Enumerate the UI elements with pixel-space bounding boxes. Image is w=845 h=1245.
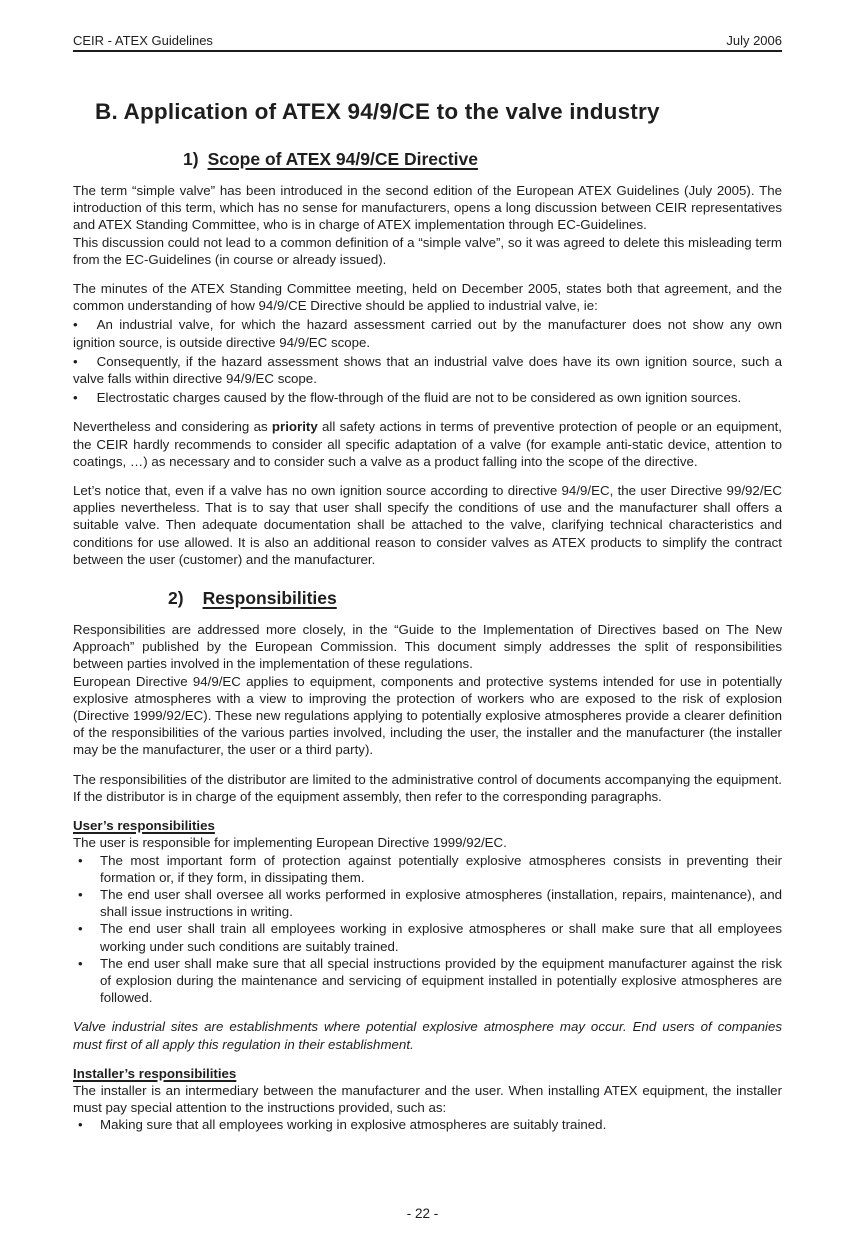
user-list-item-2 — [73, 886, 782, 920]
valve-sites-note: Valve industrial sites are establishments where potential explosive atmosphere may occur. End users of companies must first of all apply this regulation in their establishment. — [73, 1019, 782, 1052]
user-list-text-4: The end user shall make sure that all special instructions provided by the equipment manufacturer against the risk of explosion during the maintenance and servicing of equipment installed in potentially explosive atmospheres are followed. — [100, 955, 782, 1006]
scope-bullet-text-2: Consequently, if the hazard assessment shows that an industrial valve does have its own ignition source, such a valve falls within directive 94/9/EC scope. — [73, 353, 782, 387]
header-document-title: CEIR - ATEX Guidelines — [73, 33, 213, 48]
user-list-text-1: The most important form of protection against potentially explosive atmospheres consists in preventing their formation or, if they form, in dissipating them. — [100, 852, 782, 885]
section-2-title: Responsibilities — [202, 588, 337, 609]
bullet-icon: • — [73, 353, 78, 369]
user-responsibilities-intro: The user is responsible for implementing European Directive 1999/92/EC. — [73, 835, 507, 851]
paragraph-simple-valve-intro: The term “simple valve” has been introduced in the second edition of the European ATEX Guidelines (July 2005). The introduction of this term, which has no sense for manufacturers, opens a long discussion between CEIR representatives and ATEX Standing Committee, who is in charge of ATEX implementation through EC-Guidelines. — [73, 183, 782, 233]
scope-bullet-text-1: An industrial valve, for which the hazard assessment carried out by the manufacturer does not show any own ignition source, is outside directive 94/9/EC scope. — [73, 317, 782, 350]
priority-text-after: all safety actions in terms of preventive protection of people or an equipment, the CEIR hardly recommends to consider all specific adaptation of a valve (for example anti-static device, attention to coatings, …) as necessary and to consider such a valve as a product falling into the scope of the directive. — [73, 419, 782, 469]
section-2-number: 2) — [168, 588, 184, 609]
paragraph-discussion: This discussion could not lead to a common definition of a “simple valve”, so it was agreed to delete this misleading term from the EC-Guidelines (in course or already issued). — [73, 234, 782, 267]
priority-bold-word: priority — [271, 419, 318, 435]
installer-responsibilities-heading: Installer’s responsibilities — [73, 1065, 237, 1081]
scope-bullet-item-1 — [73, 316, 782, 350]
bullet-icon: • — [78, 955, 83, 971]
user-list-item-4 — [73, 955, 782, 1007]
bullet-icon: • — [78, 886, 83, 902]
scope-bullet-text-3: Electrostatic charges caused by the flow-through of the fluid are not to be considered as own ignition sources. — [96, 390, 742, 406]
paragraph-guide: Responsibilities are addressed more closely, in the “Guide to the Implementation of Directives based on The New Approach” published by the European Commission. This document simply addresses the split of responsibilities between parties involved in the implementation of these regulations. — [73, 622, 782, 672]
user-responsibilities-list — [73, 852, 782, 1007]
section-1-title: Scope of ATEX 94/9/CE Directive — [207, 149, 478, 169]
installer-list-item-1 — [73, 1116, 782, 1133]
installer-responsibilities-intro: The installer is an intermediary between the manufacturer and the user. When installing ATEX equipment, the installer must pay special attention to the instructions provided, such as: — [73, 1082, 782, 1116]
bullet-icon: • — [78, 921, 83, 937]
user-list-item-3 — [73, 920, 782, 954]
section-1-number: 1) — [183, 149, 199, 169]
priority-text-before: Nevertheless and considering as — [73, 419, 272, 435]
header-date: July 2006 — [726, 33, 782, 48]
page-header — [73, 33, 782, 48]
bullet-icon: • — [73, 390, 78, 406]
page-title: B. Application of ATEX 94/9/CE to the valve industry — [95, 99, 660, 124]
user-list-text-2: The end user shall oversee all works performed in explosive atmospheres (installation, repairs, maintenance), and shall issue instructions in writing. — [100, 886, 782, 920]
user-list-text-3: The end user shall train all employees working in explosive atmospheres or shall make sure that all employees working under such conditions are suitably trained. — [100, 921, 782, 954]
scope-bullet-item-2 — [73, 353, 782, 387]
installer-responsibilities-list — [73, 1116, 782, 1133]
user-list-item-1 — [73, 852, 782, 886]
header-rule — [73, 50, 782, 52]
paragraph-priority — [73, 418, 782, 470]
paragraph-directive: European Directive 94/9/EC applies to equipment, components and protective systems intended for use in potentially explosive atmospheres with a view to improving the protection of workers who are exposed to the risk of explosion (Directive 1999/92/EC). These new regulations applying to potentially explosive atmospheres provide a clearer definition of the responsibilities of the various parties involved, including the user, the installer and the manufacturer (the installer may be the manufacturer, the user or a third party). — [73, 673, 782, 758]
paragraph-minutes: The minutes of the ATEX Standing Committee meeting, held on December 2005, states both that agreement, and the common understanding of how 94/9/CE Directive should be applied to industrial valve, ie: — [73, 281, 782, 314]
section-2-heading — [73, 588, 782, 609]
bullet-icon: • — [78, 852, 83, 868]
bullet-icon: • — [73, 317, 78, 333]
user-responsibilities-heading: User’s responsibilities — [73, 818, 215, 834]
bullet-icon: • — [78, 1117, 83, 1133]
page-number: - 22 - — [406, 1206, 439, 1221]
installer-list-text-1: Making sure that all employees working in explosive atmospheres are suitably trained. — [100, 1117, 607, 1133]
section-1-heading — [73, 149, 782, 170]
paragraph-distributor: The responsibilities of the distributor are limited to the administrative control of documents accompanying the equipment. If the distributor is in charge of the equipment assembly, then refer to the corresponding paragraphs. — [73, 771, 782, 804]
paragraph-notice: Let’s notice that, even if a valve has no own ignition source according to directive 94/9/EC, the user Directive 99/92/EC applies nevertheless. That is to say that user shall specify the conditions of use and the manufacturer shall offers a suitable valve. Then adequate documentation shall be attached to the valve, clarifying technical characteristics and conditions for use allowed. It is also an additional reason to consider valves as ATEX products to simplify the contract between the user (customer) and the manufacturer. — [73, 483, 782, 567]
scope-bullet-item-3 — [73, 389, 782, 406]
